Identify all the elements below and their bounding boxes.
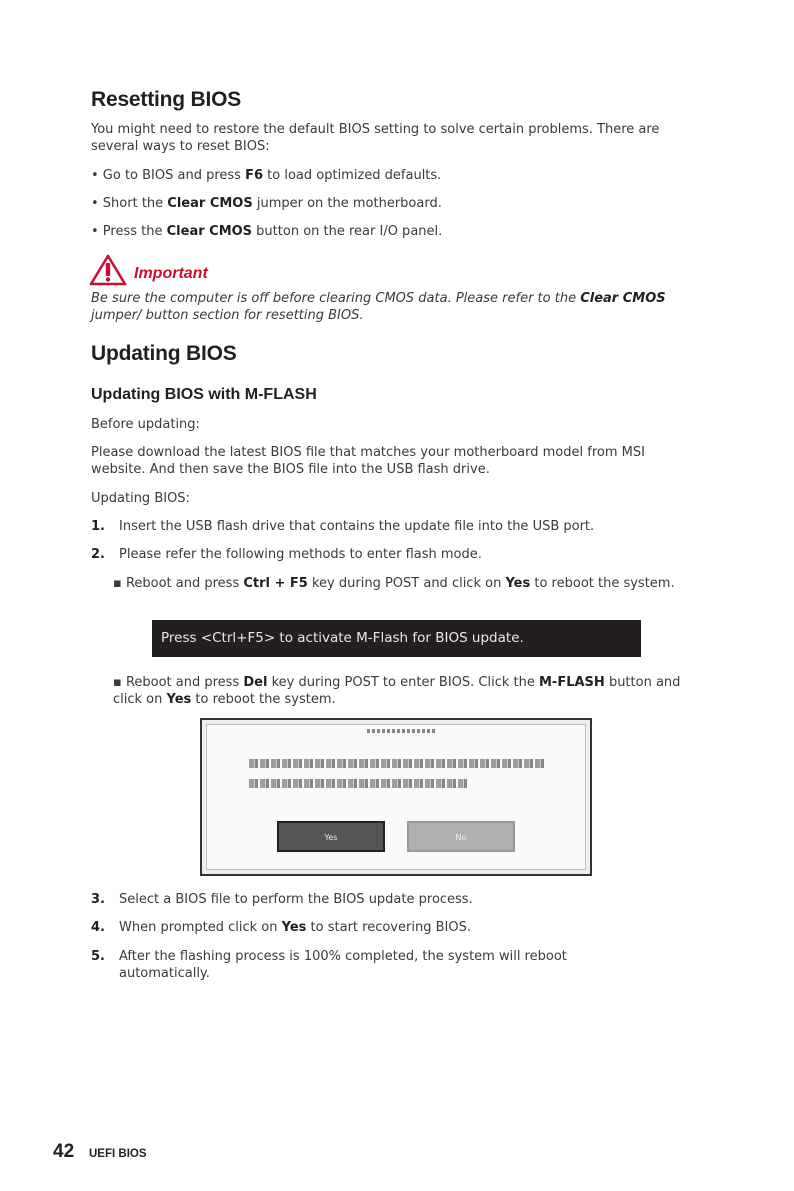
- before-updating: Before updating:: [91, 417, 200, 432]
- post-screen-message: Press <Ctrl+F5> to activate M-Flash for BIOS update.: [152, 620, 641, 657]
- important-label: Important: [134, 265, 208, 282]
- dialog-text-line-2: [249, 779, 467, 788]
- dialog-text-line-1: [249, 759, 545, 768]
- mflash-subheading: Updating BIOS with M-FLASH: [91, 386, 317, 403]
- reset-intro: You might need to restore the default BIOS setting to solve certain problems. There are several ways to reset BIOS:: [91, 122, 660, 154]
- dialog-title-blur: [367, 729, 437, 733]
- download-instructions: Please download the latest BIOS file that matches your motherboard model from MSI website. And then save the BIOS file into the USB flash drive.: [91, 445, 645, 477]
- updating-label: Updating BIOS:: [91, 491, 190, 506]
- page-number: 42: [53, 1141, 75, 1162]
- warning-icon: [89, 254, 127, 286]
- method-del: ▪ Reboot and press Del key during POST to enter BIOS. Click the M-FLASH button and click on Yes to reboot the system.: [113, 675, 681, 707]
- updating-bios-heading: Updating BIOS: [91, 342, 237, 365]
- important-note: Be sure the computer is off before clearing CMOS data. Please refer to the Clear CMOS jumper/ button section for resetting BIOS.: [91, 291, 666, 323]
- section-name: UEFI BIOS: [89, 1148, 147, 1160]
- resetting-bios-heading: Resetting BIOS: [91, 88, 242, 111]
- reset-bullet-3: • Press the Clear CMOS button on the rear I/O panel.: [91, 224, 443, 239]
- dialog-body: [206, 724, 586, 870]
- dialog-yes-button[interactable]: Yes: [277, 821, 385, 852]
- dialog-no-button[interactable]: No: [407, 821, 515, 852]
- reset-bullet-2: • Short the Clear CMOS jumper on the motherboard.: [91, 196, 442, 211]
- reset-bullet-1: • Go to BIOS and press F6 to load optimized defaults.: [91, 168, 442, 183]
- mflash-dialog-screenshot: [200, 718, 592, 876]
- method-ctrl-f5: ▪ Reboot and press Ctrl + F5 key during POST and click on Yes to reboot the system.: [113, 576, 675, 591]
